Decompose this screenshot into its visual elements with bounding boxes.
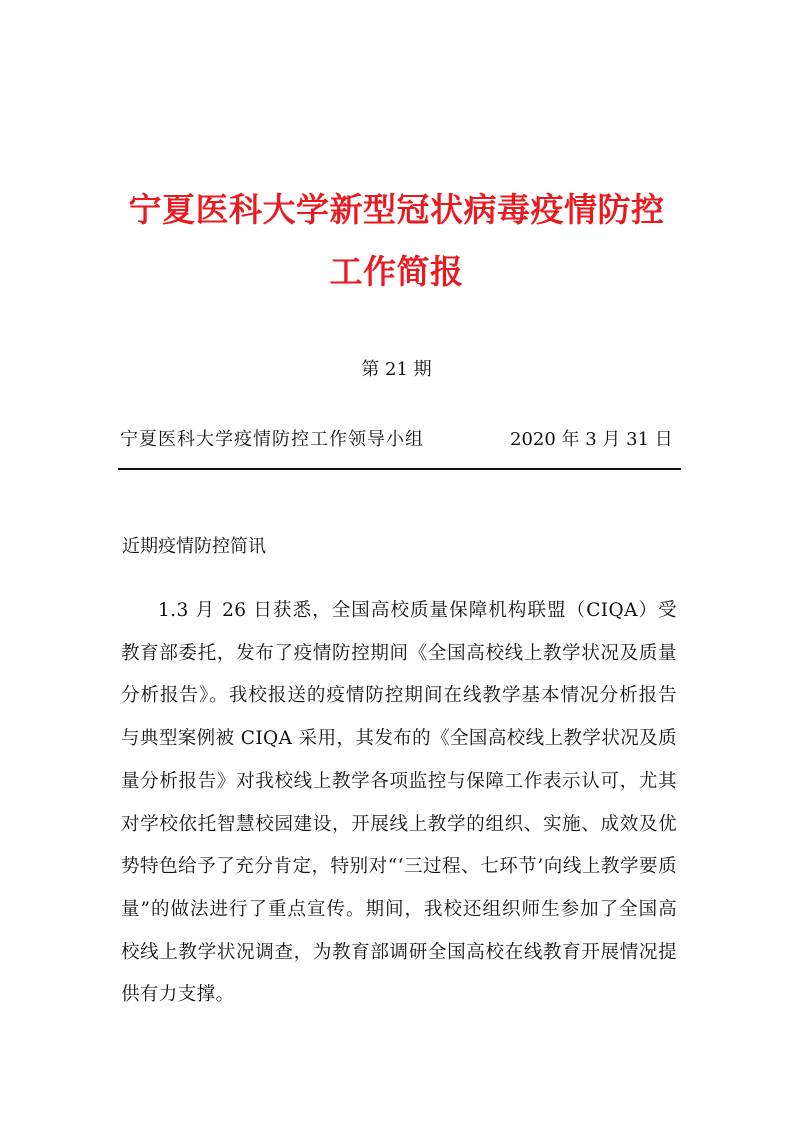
issue-date: 2020 年 3 月 31 日	[510, 429, 673, 450]
section-heading: 近期疫情防控简讯	[122, 536, 266, 557]
news-paragraph: 1.3 月 26 日获悉，全国高校质量保障机构联盟（CIQA）受教育部委托，发布了疫情防控期间《全国高校线上教学状况及质量分析报告》。我校报送的疫情防控期间在线教学基本情况分析报告与典型案例被 CIQA 采用，其发布的《全国高校线上教学状况及质量分析报告》对我校线上教学各项监控与保障工作表示认可，尤其对学校依托智慧校园建设，开展线上教学的组织、实施、成效及优势特色给予了充分肯定，特别对“‘三过程、七环节’向线上教学要质量”的做法进行了重点宣传。期间，我校还组织师生参加了全国高校线上教学状况调查，为教育部调研全国高校在线教育开展情况提供有力支撑。	[121, 600, 677, 1006]
bulletin-title-line-2: 工作简报	[329, 252, 464, 291]
issue-number: 第 21 期	[361, 359, 432, 380]
header-divider	[118, 468, 681, 470]
issuing-organization: 宁夏医科大学疫情防控工作领导小组	[120, 429, 424, 450]
bulletin-title-line-1: 宁夏医科大学新型冠状病毒疫情防控	[128, 190, 665, 229]
